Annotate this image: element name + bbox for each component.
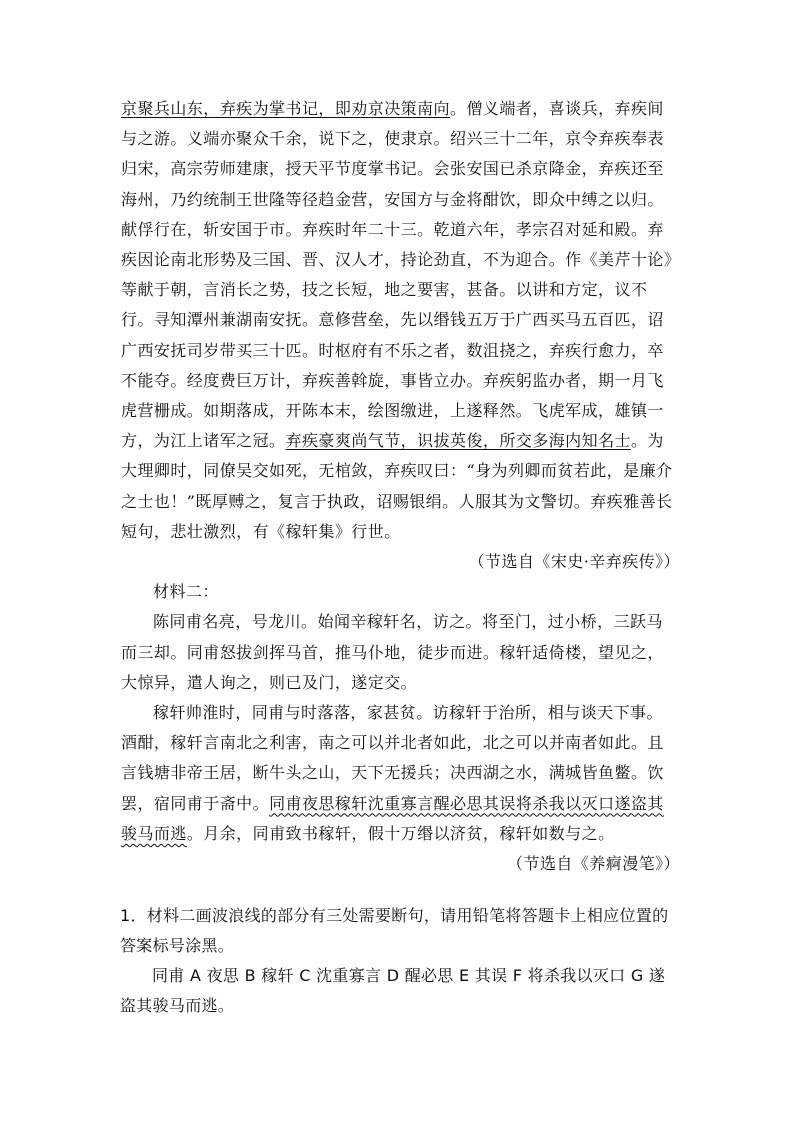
material-one-source: （节选自《宋史·辛弃疾传》） xyxy=(468,552,680,572)
material-two-paragraph-1: 陈同甫名亮，号龙川。始闻辛稼轩名，访之。将至门，过小桥，三跃马而三却。同甫怒拔剑挥马首，推马仆地，徒步而进。稼轩适倚楼，望见之，大惊异，遣人询之，则已及门，遂定交。 xyxy=(121,612,664,692)
material-two-heading: 材料二： xyxy=(153,582,219,602)
material-two-paragraph-2 xyxy=(121,698,676,849)
question-1-text: 1．材料二画波浪线的部分有三处需要断句，请用铅笔将答题卡上相应位置的答案标号涂黑。 xyxy=(120,906,669,955)
material-one-text-2: 。为大理卿时，同僚吴交如死，无棺敛，弃疾叹曰：“身为列卿而贫若此，是廉介之士也！”既厚赙之，复言于执政，诏赐银绢。人服其为文警切。弃疾雅善长短句，悲壮激烈，有《稼轩集》行世。 xyxy=(121,431,673,541)
material-one-text-1: 。僧义端者，喜谈兵，弃疾间与之游。义端亦聚众千余，说下之，使隶京。绍兴三十二年，京令弃疾奉表归宋，高宗劳师建康，授天平节度掌书记。会张安国已杀京降金，弃疾还至海州，乃约统制王世隆等径趋金营，安国方与金将酣饮，即众中缚之以归。献俘行在，斩安国于市。弃疾时年二十三。乾道六年，孝宗召对延和殿。弃疾因论南北形势及三国、晋、汉人才，持论劲直，不为迎合。作《美芹十论》等献于朝，言消长之势，技之长短，地之要害，甚备。以讲和方定，议不行。寻知潭州兼湖南安抚。意修营垒，先以缗钱五万于广西买马五百匹，诏广西安抚司岁带买三十匹。时枢府有不乐之者，数沮挠之，弃疾行愈力，卒不能夺。经度费巨万计，弃疾善斡旋，事皆立办。弃疾躬监办者，期一月飞虎营栅成。如期落成，开陈本末，绘图缴进，上遂释然。飞虎军成，雄镇一方，为江上诸军之冠。 xyxy=(121,99,673,451)
underlined-sentence-2: 弃疾豪爽尚气节，识拔英俊，所交多海内知名士 xyxy=(285,431,631,451)
material-two-text-1: 稼轩帅淮时，同甫与时落落，家甚贫。访稼轩于治所，相与谈天下事。酒酣，稼轩言南北之利害，南之可以并北者如此，北之可以并南者如此。且言钱塘非帝王居，断牛头之山，天下无援兵；决西湖之水，满城皆鱼鳖。饮罢，宿同甫于斋中。 xyxy=(121,703,664,813)
question-1-options: 同甫 A 夜思 B 稼轩 C 沈重寡言 D 醒必思 E 其误 F 将杀我以灭口 G 遂盗其骏马而逃。 xyxy=(120,966,666,1015)
wavy-underlined-sentence: 同甫夜思稼轩沈重寡言醒必思其误将杀我以灭口遂盗其骏马而逃 xyxy=(121,793,664,843)
passage-text xyxy=(121,94,680,879)
material-two-source: （节选自《养痾漫笔》） xyxy=(507,854,680,874)
underlined-sentence-1: 京聚兵山东，弃疾为掌书记，即劝京决策南向 xyxy=(121,99,451,118)
material-one-paragraph xyxy=(121,94,676,547)
question-1 xyxy=(120,901,680,1021)
material-two-text-2: 。月余，同甫致书稼轩，假十万缗以济贫，稼轩如数与之。 xyxy=(186,823,615,843)
